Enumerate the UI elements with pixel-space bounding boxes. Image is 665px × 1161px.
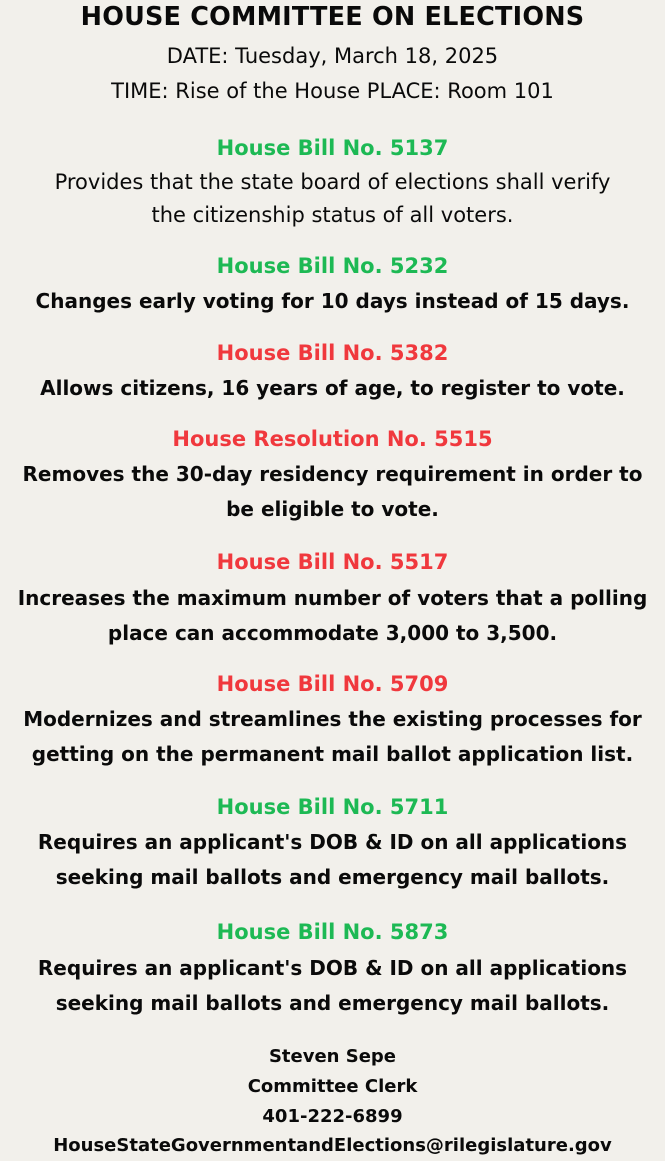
bill-description: seeking mail ballots and emergency mail ballots. — [55, 991, 610, 1015]
bill-title: House Bill No. 5517 — [216, 550, 449, 574]
bill-description: Allows citizens, 16 years of age, to register to vote. — [40, 376, 625, 400]
bill-description: Requires an applicant's DOB & ID on all applications — [37, 830, 628, 854]
bill-description: Increases the maximum number of voters that a polling — [17, 586, 648, 610]
bill-description: getting on the permanent mail ballot application list. — [31, 742, 634, 766]
bill-description: Removes the 30-day residency requirement in order to — [22, 462, 643, 486]
bill-title: House Bill No. 5382 — [216, 341, 449, 365]
contact-email[interactable]: HouseStateGovernmentandElections@rilegislature.gov — [53, 1135, 612, 1156]
date-line: DATE: Tuesday, March 18, 2025 — [166, 44, 499, 68]
bill-title: House Bill No. 5711 — [216, 795, 449, 819]
contact-phone: 401-222-6899 — [262, 1106, 403, 1127]
bill-description: Provides that the state board of elections shall verify — [54, 170, 611, 194]
bill-description: Modernizes and streamlines the existing processes for — [23, 707, 642, 731]
bill-description: seeking mail ballots and emergency mail ballots. — [55, 865, 610, 889]
contact-role: Committee Clerk — [247, 1076, 418, 1097]
bill-description: Requires an applicant's DOB & ID on all applications — [37, 956, 628, 980]
bill-description: place can accommodate 3,000 to 3,500. — [107, 621, 558, 645]
bill-title: House Resolution No. 5515 — [172, 427, 493, 451]
bill-title: House Bill No. 5232 — [216, 254, 449, 278]
time-place-line: TIME: Rise of the House PLACE: Room 101 — [111, 79, 554, 103]
bill-description: be eligible to vote. — [226, 497, 439, 521]
bill-description: Changes early voting for 10 days instead of 15 days. — [35, 289, 630, 313]
page-title: HOUSE COMMITTEE ON ELECTIONS — [80, 2, 585, 32]
bill-title: House Bill No. 5873 — [216, 920, 449, 944]
bill-description: the citizenship status of all voters. — [151, 203, 514, 227]
bill-title: House Bill No. 5709 — [216, 672, 449, 696]
bill-title: House Bill No. 5137 — [216, 136, 449, 160]
contact-name: Steven Sepe — [268, 1046, 397, 1067]
